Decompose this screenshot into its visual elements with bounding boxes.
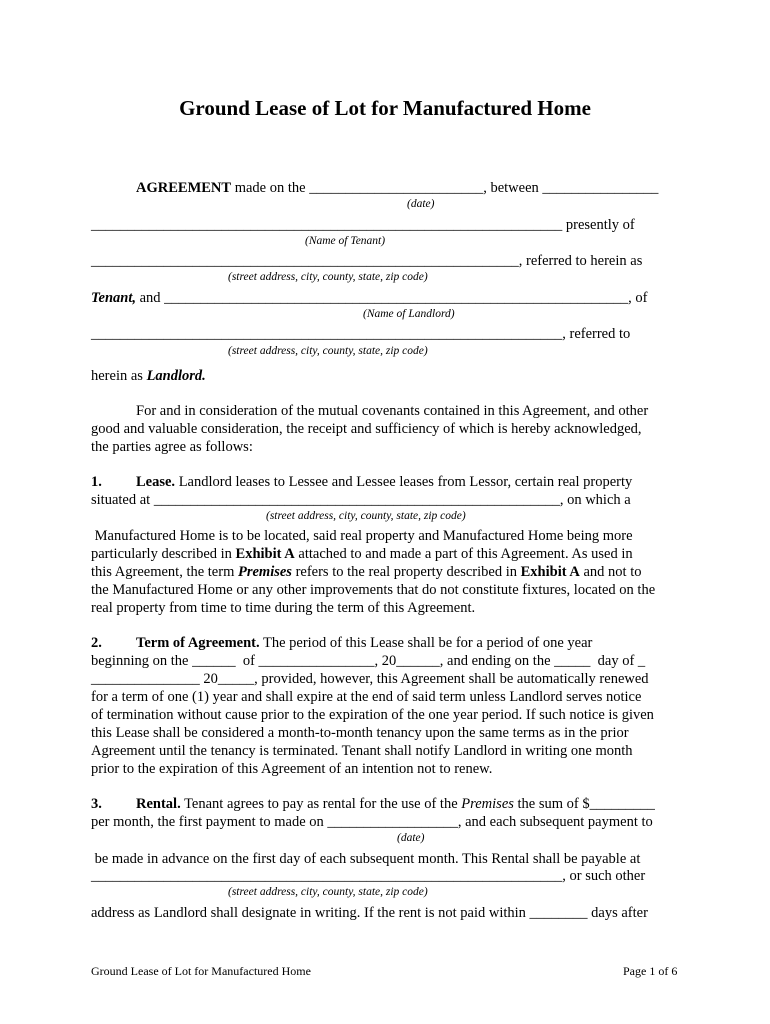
agreement-keyword: AGREEMENT — [136, 180, 232, 196]
herein-as-text: herein as — [91, 368, 147, 384]
section-2-line-2: beginning on the ______ of ________________, 20______, and ending on the _____ day of _ — [91, 653, 646, 669]
section-2-heading: Term of Agreement. — [136, 635, 260, 651]
section-2-line-7: Agreement until the tenancy is terminated. Tenant shall notify Landlord in writing one month — [91, 743, 633, 759]
section-1-line-3: Manufactured Home is to be located, said real property and Manufactured Home being more — [91, 528, 633, 544]
tenant-address-line: ___________________________________________________________, referred to herein as — [91, 253, 643, 269]
landlord-address-caption: (street address, city, county, state, zip code) — [228, 345, 428, 357]
section-1-line-5: this Agreement, the term Premises refers to the real property described in Exhibit A and not to — [91, 564, 642, 580]
footer-document-title: Ground Lease of Lot for Manufactured Home — [91, 964, 311, 978]
tenant-name-line: _________________________________________________________________ presently of — [91, 217, 635, 233]
section-1-line-4: particularly described in Exhibit A attached to and made a part of this Agreement. As used in — [91, 546, 633, 562]
section-2-line-8: prior to the expiration of this Agreement of an intention not to renew. — [91, 761, 493, 777]
exhibit-a-ref: Exhibit A — [520, 564, 580, 580]
section-2-number: 2. — [91, 635, 102, 651]
section-2-line-4: for a term of one (1) year and shall expire at the end of said term unless Landlord serves notice — [91, 689, 642, 705]
section-3-line-3: be made in advance on the first day of each subsequent month. This Rental shall be payable at — [91, 851, 641, 867]
section-2-line-5: of termination without cause prior to the expiration of the one year period. If such notice is given — [91, 707, 654, 723]
premises-term: Premises — [237, 564, 292, 580]
footer-page-number: Page 1 of 6 — [623, 964, 678, 978]
section-1-line-6: the Manufactured Home or any other improvements that do not constitute fixtures, located on the — [91, 582, 656, 598]
landlord-term-line — [91, 367, 206, 385]
section-2-line-6: this Lease shall be considered a month-to-month tenancy upon the same terms as in the prior — [91, 725, 629, 741]
section-3-line-2: per month, the first payment to made on __________________, and each subsequent payment to — [91, 814, 653, 830]
section-1-heading-line: Lease. Landlord leases to Lessee and Lessee leases from Lessor, certain real property — [136, 474, 633, 490]
section-3-address-caption: (street address, city, county, state, zip code) — [228, 886, 428, 898]
consideration-line-1: For and in consideration of the mutual covenants contained in this Agreement, and other — [136, 403, 649, 419]
landlord-name-blank: and ________________________________________________________________, of — [136, 290, 648, 306]
section-2-heading-line: Term of Agreement. The period of this Lease shall be for a period of one year — [136, 635, 593, 651]
agreement-line — [136, 179, 658, 197]
section-1-situated-line: situated at ________________________________________________________, on which a — [91, 492, 631, 508]
landlord-address-line: _________________________________________________________________, referred to — [91, 326, 631, 342]
section-3-number: 3. — [91, 796, 102, 812]
document-title: Ground Lease of Lot for Manufactured Home — [179, 96, 591, 120]
section-3-line-4: _________________________________________________________________, or such other — [91, 868, 646, 884]
consideration-line-2: good and valuable consideration, the receipt and sufficiency of which is hereby acknowledged, — [91, 421, 642, 437]
premises-term: Premises — [461, 796, 514, 812]
section-1-address-caption: (street address, city, county, state, zip code) — [266, 510, 466, 522]
exhibit-a-ref: Exhibit A — [235, 546, 295, 562]
tenant-address-caption: (street address, city, county, state, zip code) — [228, 271, 428, 283]
consideration-line-3: the parties agree as follows: — [91, 439, 253, 455]
section-2-line-3: _______________ 20_____, provided, however, this Agreement shall be automatically renewed — [91, 671, 649, 687]
tenant-name-caption: (Name of Tenant) — [305, 235, 386, 247]
tenant-term: Tenant, — [91, 290, 136, 306]
date-caption: (date) — [407, 198, 435, 210]
landlord-name-line — [91, 289, 648, 307]
section-1-heading: Lease. — [136, 474, 176, 490]
section-1-line-7: real property from time to time during the term of this Agreement. — [91, 600, 476, 616]
landlord-term: Landlord. — [146, 368, 206, 384]
section-3-heading-line: Rental. Tenant agrees to pay as rental for the use of the Premises the sum of $_________ — [136, 796, 655, 812]
landlord-name-caption: (Name of Landlord) — [363, 308, 455, 320]
section-1-number: 1. — [91, 474, 102, 490]
agreement-date-text: made on the ________________________, between ________________ — [231, 180, 659, 196]
section-3-date-caption: (date) — [397, 832, 425, 844]
section-3-line-5: address as Landlord shall designate in writing. If the rent is not paid within ________ days after — [91, 905, 648, 921]
section-3-heading: Rental. — [136, 796, 181, 812]
